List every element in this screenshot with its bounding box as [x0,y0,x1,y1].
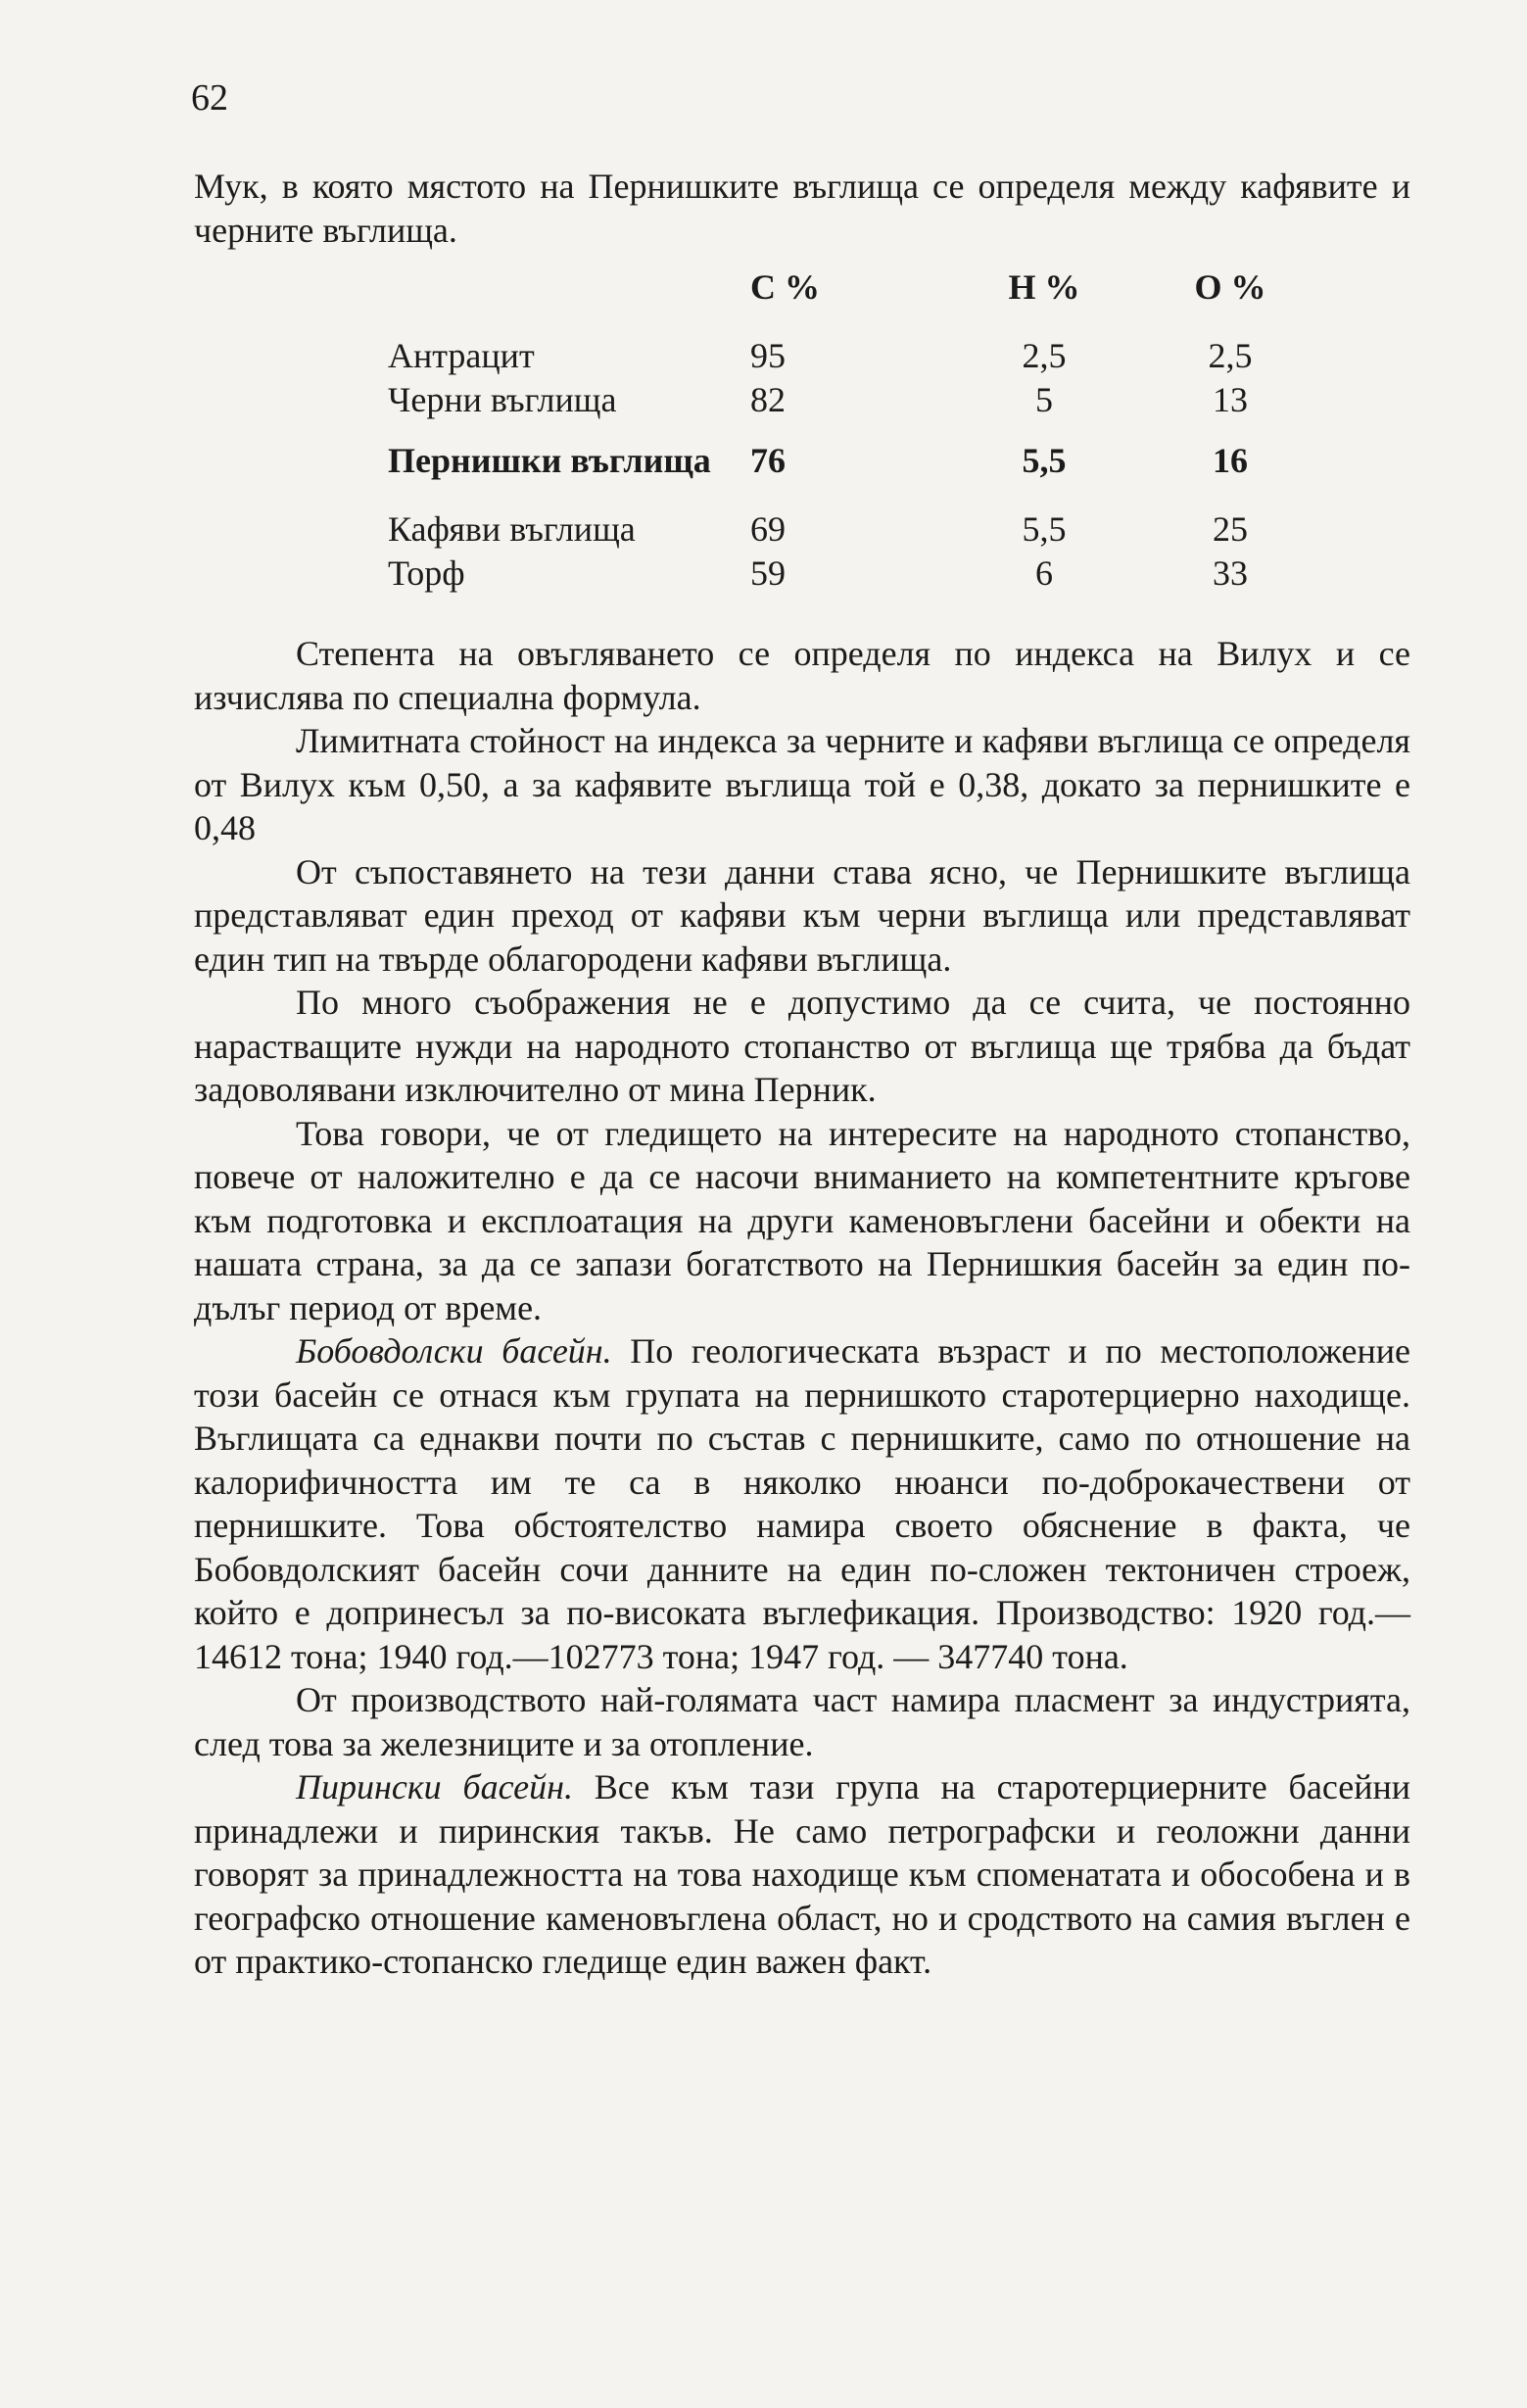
intro-paragraph: Мук, в която мястото на Пернишките въглища се определя между кафявите и черните въглища. [194,167,1410,250]
table-cell-name: Кафяви въглища [388,509,636,549]
page-number: 62 [191,77,228,119]
table-cell-c: 82 [750,379,786,419]
pirin-title: Пирински басейн. [296,1767,573,1806]
paragraph-limit: Лимитната стойност на индекса за черните и кафяви въглища се определя от Вилух към 0,50, а за кафявите въглища той е 0,38, докато за пернишките е 0,48 [194,721,1410,847]
table-cell-h: 5,5 [1022,509,1067,549]
bobov-title: Бобовдолски басейн. [296,1331,612,1371]
table-cell-c: 59 [750,553,786,593]
coal-composition-table [388,265,1318,595]
table-cell-h: 6 [1035,553,1053,593]
table-cell-h: 5,5 [1022,441,1067,480]
table-cell-c: 95 [750,336,786,375]
paragraph-economy: Това говори, че от гледището на интересите на народното стопанство, повече от наложително е да се насочи вниманието на компетентните кръгове към подготовка и експлоатация на други каменовъглени басейни и обекти на нашата страна, за да се запази богатството на Пернишкия басейн за един по-дълъг период от време. [194,1113,1410,1327]
table-header-name [388,265,750,334]
table-cell-h: 2,5 [1022,336,1067,375]
table-header-c: C % [750,267,820,307]
bobov-text: По геологическата възраст и по местоположение този басейн се отнася към групата на пернишкото старотерциерно находище. Въглищата са еднакви почти по състав с пернишките, само по отношение на калорифичността им те са в няколко нюанси по-доброкачествени от пернишките. Това обстоятелство намира своето обяснение в факта, че Бобовдолският басейн сочи данните на един по-сложен тектоничен строеж, който е допринесъл за по-високата въглефикация. Производство: 1920 год.—14612 тона; 1940 год.—102773 тона; 1947 год. — 347740 тона. [194,1331,1410,1676]
paragraph-comparison: От съпоставянето на тези данни става ясно, че Пернишките въглища представляват един преход от кафяви към черни въглища или представляват един тип на твърде облагородени кафяви въглища. [194,851,1410,979]
table-cell-c: 76 [750,441,786,480]
table-cell-name: Торф [388,553,465,593]
paragraph-pirin [194,1765,1410,1984]
table-cell-o: 13 [1213,379,1248,419]
table-cell-o: 16 [1213,441,1248,480]
table-cell-o: 33 [1213,553,1248,593]
table-cell-o: 25 [1213,509,1248,549]
table-row [388,334,1318,378]
pirin-text: Все към тази група на старотерциерните басейни принадлежи и пиринския такъв. Не само петрографски и геоложни данни говорят за принадлежността на това находище към споменатата и обособена и в географско отношение каменовъглена област, но и сродството на самия въглен е от практико-стопанско гледище един важен факт. [194,1767,1411,1981]
table-cell-h: 5 [1035,379,1053,419]
table-row [388,378,1318,422]
composition-table-wrap [194,265,1410,618]
table-cell-name: Пернишки въглища [388,441,711,480]
table-row-highlight [388,421,1318,507]
table-cell-o: 2,5 [1208,336,1253,375]
paragraph-production-use: От производството най-голямата част намира пласмент за индустрията, след това за железниците и за отопление. [194,1680,1410,1763]
table-cell-name: Антрацит [388,336,535,375]
table-cell-c: 69 [750,509,786,549]
table-header-o: O % [1194,267,1266,307]
table-row [388,552,1318,596]
paragraph-demand: По много съображения не е допустимо да се счита, че постоянно нарастващите нужди на народното стопанство от въглища ще трябва да бъдат задоволявани изключително от мина Перник. [194,983,1410,1109]
paragraph-bobov [194,1329,1410,1678]
table-header-h: H % [1008,267,1080,307]
paragraph-index: Степента на овъгляването се определя по индекса на Вилух и се изчислява по специална формула. [194,634,1410,717]
table-row [388,507,1318,552]
table-header-row [388,265,1318,334]
table-cell-name: Черни въглища [388,379,617,419]
body-text [194,165,1410,1984]
